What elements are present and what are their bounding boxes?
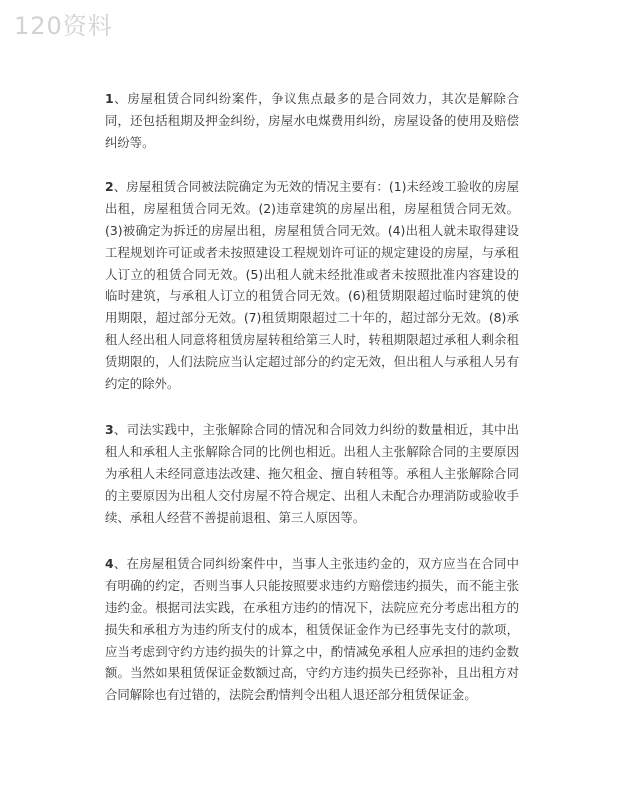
paragraph-2 — [105, 176, 519, 394]
paragraph-number: 1 — [105, 91, 114, 106]
paragraph-3 — [105, 419, 519, 528]
paragraph-text: 、房屋租赁合同纠纷案件，争议焦点最多的是合同效力，其次是解除合同，还包括租期及押金纠纷，房屋水电煤费用纠纷，房屋设备的使用及赔偿纠纷等。 — [105, 91, 519, 150]
paragraph-4 — [105, 553, 519, 706]
paragraph-1 — [105, 88, 519, 153]
paragraph-number: 2 — [105, 179, 114, 195]
paragraph-text: 、司法实践中，主张解除合同的情况和合同效力纠纷的数量相近，其中出租人和承租人主张解除合同的比例也相近。出租人主张解除合同的主要原因为承租人未经同意违法改建、拖欠租金、擅自转租等。承租人主张解除合同的主要原因为出租人交付房屋不符合规定、出租人未配合办理消防或验收手续、承租人经营不善提前退租、第三人原因等。 — [105, 422, 519, 525]
paragraph-number: 4 — [105, 556, 114, 572]
document-body — [105, 88, 519, 729]
watermark-logo: 120资料 — [14, 12, 113, 40]
paragraph-text: 、在房屋租赁合同纠纷案件中，当事人主张违约金的，双方应当在合同中有明确的约定，否则当事人只能按照要求违约方赔偿违约损失，而不能主张违约金。根据司法实践，在承租方违约的情况下，法院应充分考虑出租方的损失和承租方为违约所支付的成本，租赁保证金作为已经事先支付的款项，应当考虑到守约方违约损失的计算之中，酌情减免承租人应承担的违约金数额。当然如果租赁保证金数额过高，守约方违约损失已经弥补，且出租方对合同解除也有过错的，法院会酌情判令出租人退还部分租赁保证金。 — [105, 556, 519, 703]
paragraph-text: 、房屋租赁合同被法院确定为无效的情况主要有：(1)未经竣工验收的房屋出租，房屋租赁合同无效。(2)违章建筑的房屋出租，房屋租赁合同无效。(3)被确定为拆迁的房屋出租，房屋租赁合同无效。(4)出租人就未取得建设工程规划许可证或者未按照建设工程规划许可证的规定建设的房屋，与承租人订立的租赁合同无效。(5)出租人就未经批准或者未按照批准内容建设的临时建筑，与承租人订立的租赁合同无效。(6)租赁期限超过临时建筑的使用期限，超过部分无效。(7)租赁期限超过二十年的，超过部分无效。(8)承租人经出租人同意将租赁房屋转租给第三人时，转租期限超过承租人剩余租赁期限的，人们法院应当认定超过部分的约定无效，但出租人与承租人另有约定的除外。 — [105, 179, 519, 391]
paragraph-number: 3 — [105, 422, 114, 438]
